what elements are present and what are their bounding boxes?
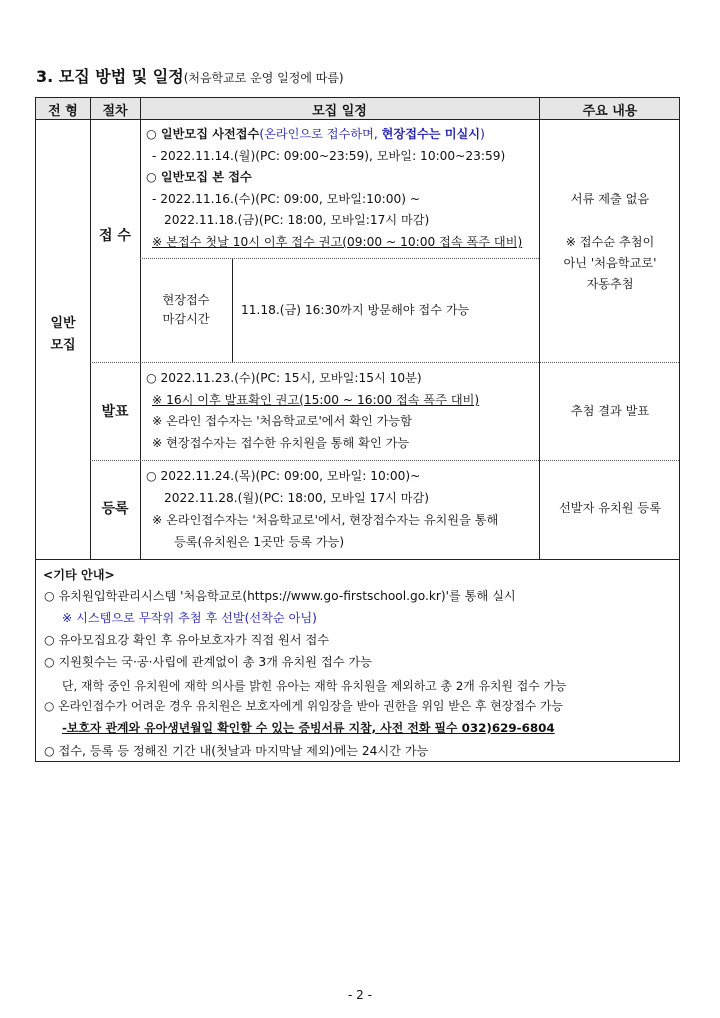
step-reception: 접 수 bbox=[99, 228, 131, 244]
register-line-2: 2022.11.28.(월)(PC: 18:00, 모바일 17시 마감) bbox=[164, 491, 430, 505]
divider bbox=[232, 258, 233, 362]
section-title-main: 3. 모집 방법 및 일정 bbox=[36, 67, 184, 86]
page-number: - 2 - bbox=[348, 988, 372, 1002]
divider bbox=[539, 98, 540, 560]
notes-line-1: ○ 유치원입학관리시스템 '처음학교로(https://www.go-firstschool.go.kr)'를 통해 실시 bbox=[44, 589, 516, 603]
divider bbox=[90, 362, 679, 363]
onsite-label-1: 현장접수 bbox=[162, 293, 210, 307]
notes-line-7: -보호자 관계와 유아생년월일 확인할 수 있는 증빙서류 지참, 사전 전화 필수 032)629-6804 bbox=[62, 721, 555, 735]
group-label-1: 일반 bbox=[50, 316, 76, 331]
main-reception-note: ※ 본접수 첫날 10시 이후 접수 권고(09:00 ~ 10:00 접속 폭주 대비) bbox=[152, 235, 523, 249]
header-schedule: 모집 일정 bbox=[312, 104, 367, 119]
main-reception-label: ○ 일반모집 본 접수 bbox=[146, 170, 252, 184]
reception-content-4: 자동추첨 bbox=[586, 277, 634, 291]
pre-reception-date: - 2022.11.14.(월)(PC: 09:00~23:59), 모바일: 10:00~23:59) bbox=[152, 149, 506, 163]
section-title-sub: (처음학교로 운영 일정에 따름) bbox=[183, 71, 344, 85]
schedule-table bbox=[35, 97, 680, 762]
reception-content-3: 아닌 '처음학교로' bbox=[563, 256, 657, 270]
step-announce: 발표 bbox=[101, 404, 129, 420]
notes-line-2: ※ 시스템으로 무작위 추첨 후 선발(선착순 아님) bbox=[62, 611, 317, 625]
pre-reception-note: (온라인으로 접수하며, bbox=[259, 127, 382, 141]
announce-line-1: ○ 2022.11.23.(수)(PC: 15시, 모바일:15시 10분) bbox=[146, 371, 422, 385]
pre-reception-line bbox=[146, 126, 485, 142]
header-step: 절차 bbox=[102, 104, 128, 119]
announce-line-4: ※ 현장접수자는 접수한 유치원을 통해 확인 가능 bbox=[152, 436, 410, 450]
divider bbox=[90, 460, 679, 461]
announce-line-2: ※ 16시 이후 발표확인 권고(15:00 ~ 16:00 접속 폭주 대비) bbox=[152, 393, 480, 407]
register-line-3: ※ 온라인접수자는 '처음학교로'에서, 현장접수자는 유치원을 통해 bbox=[152, 513, 499, 527]
onsite-label-2: 마감시간 bbox=[162, 312, 210, 326]
divider bbox=[90, 98, 91, 560]
reception-content-1: 서류 제출 없음 bbox=[570, 192, 650, 206]
register-line-4: 등록(유치원은 1곳만 등록 가능) bbox=[174, 535, 345, 549]
step-register: 등록 bbox=[101, 501, 129, 517]
announce-line-3: ※ 온라인 접수자는 '처음학교로'에서 확인 가능함 bbox=[152, 414, 412, 428]
notes-line-4: ○ 지원횟수는 국·공·사립에 관계없이 총 3개 유치원 접수 가능 bbox=[44, 655, 372, 669]
section-title bbox=[36, 64, 344, 87]
notes-title: <기타 안내> bbox=[43, 568, 115, 582]
pre-reception-label: ○ 일반모집 사전접수 bbox=[146, 127, 260, 141]
header-content: 주요 내용 bbox=[582, 104, 638, 119]
announce-content: 추첨 결과 발표 bbox=[570, 404, 650, 418]
onsite-text: 11.18.(금) 16:30까지 방문해야 접수 가능 bbox=[241, 303, 470, 317]
main-reception-date-1: - 2022.11.16.(수)(PC: 09:00, 모바일:10:00) ~ bbox=[152, 192, 421, 206]
notes-line-3: ○ 유아모집요강 확인 후 유아보호자가 직접 원서 접수 bbox=[44, 633, 329, 647]
header-type: 전 형 bbox=[48, 104, 78, 119]
divider bbox=[36, 559, 679, 560]
pre-reception-close: ) bbox=[480, 127, 485, 141]
table-header bbox=[36, 98, 679, 120]
group-label-2: 모집 bbox=[50, 338, 76, 353]
register-line-1: ○ 2022.11.24.(목)(PC: 09:00, 모바일: 10:00)~ bbox=[146, 469, 421, 483]
reception-content-2: ※ 접수순 추첨이 bbox=[565, 235, 655, 249]
main-reception-date-2: 2022.11.18.(금)(PC: 18:00, 모바일:17시 마감) bbox=[164, 213, 430, 227]
divider bbox=[140, 258, 539, 259]
notes-line-8: ○ 접수, 등록 등 정해진 기간 내(첫날과 마지막날 제외)에는 24시간 가능 bbox=[44, 744, 429, 758]
notes-line-5: 단, 재학 중인 유치원에 재학 의사를 밝힌 유아는 재학 유치원을 제외하고 총 2개 유치원 접수 가능 bbox=[62, 679, 567, 693]
notes-line-6: ○ 온라인접수가 어려운 경우 유치원은 보호자에게 위임장을 받아 권한을 위임 받은 후 현장접수 가능 bbox=[44, 699, 563, 713]
pre-reception-note-bold: 현장접수는 미실시 bbox=[381, 127, 481, 141]
divider bbox=[140, 98, 141, 560]
register-content: 선발자 유치원 등록 bbox=[559, 501, 661, 515]
